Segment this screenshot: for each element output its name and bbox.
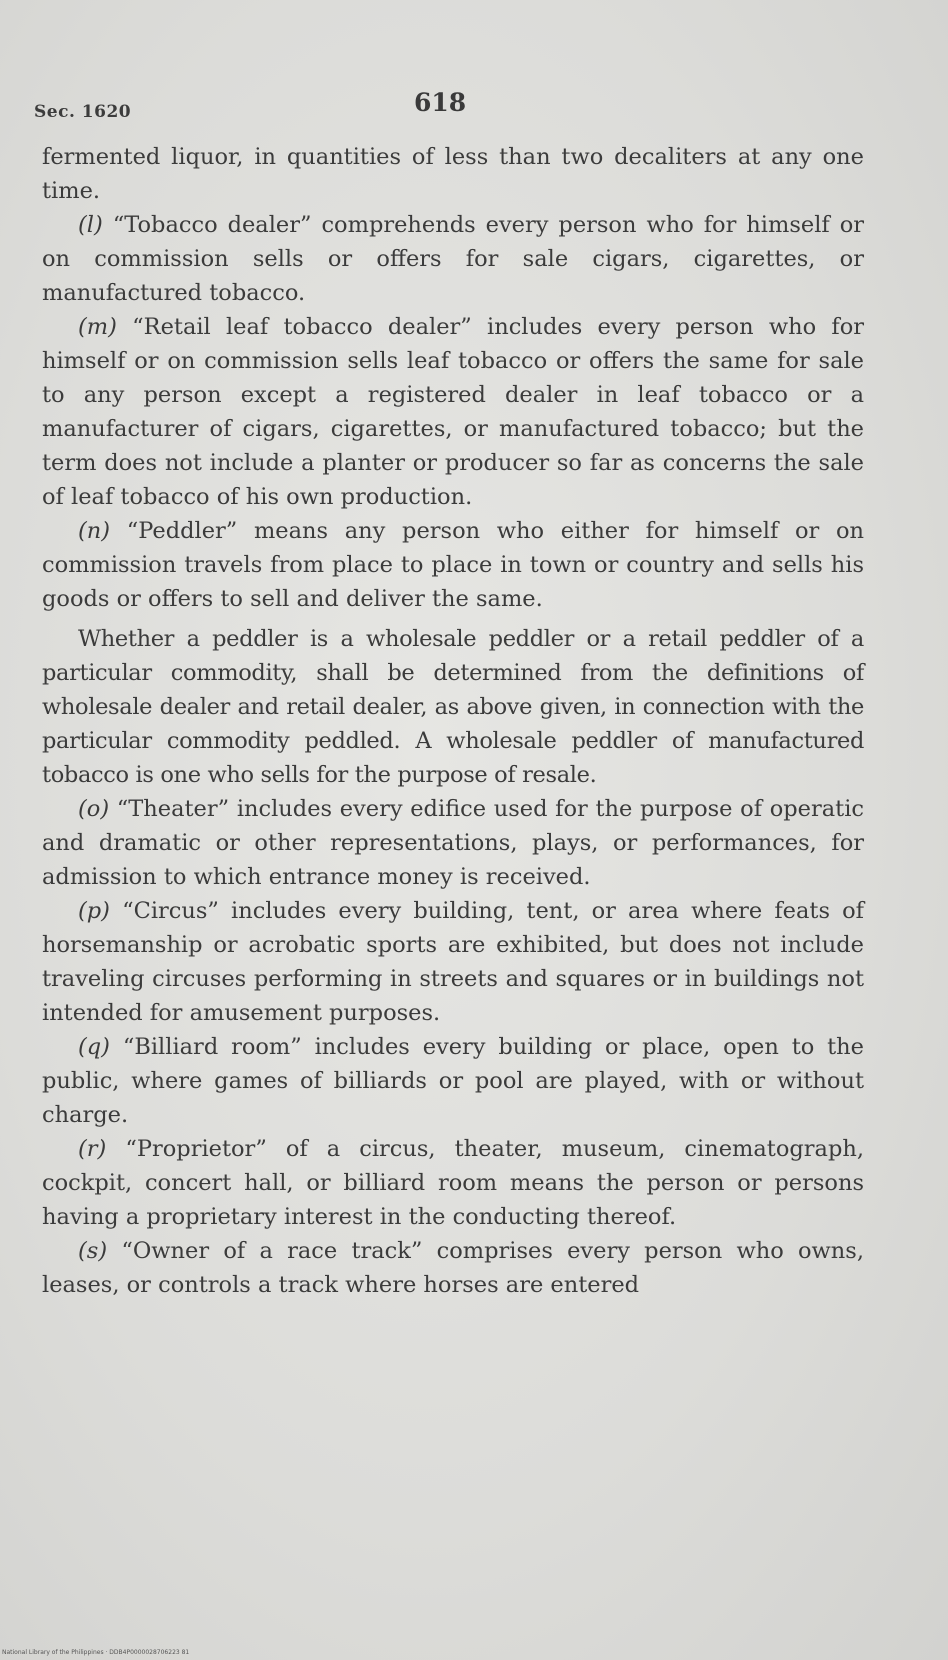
clause-mark: (l) <box>78 212 103 238</box>
clause-mark: (n) <box>78 518 111 544</box>
clause-mark: (s) <box>78 1238 108 1264</box>
paragraph-continuation <box>42 140 864 208</box>
paragraph-text: fermented liquor, in quantities of less than two decaliters at any one time. <box>42 144 864 204</box>
paragraph-text: “Circus” includes every building, tent, or area where feats of horsemanship or acrobatic sports are exhibited, but does not include traveling circuses performing in streets and squares or in buildings not intended for amusement purposes. <box>42 898 864 1026</box>
paragraph-text: “Owner of a race track” comprises every person who owns, leases, or controls a track where horses are entered <box>42 1238 864 1298</box>
paragraph-text: Whether a peddler is a wholesale peddler or a retail peddler of a particular commodity, shall be determined from the definitions of wholesale dealer and retail dealer, as above given, in connection with the particular commodity peddled. A wholesale peddler of manufactured tobacco is one who sells for the purpose of resale. <box>42 626 864 788</box>
paragraph-circus <box>42 894 864 1030</box>
paragraph-wholesale-retail-peddler <box>42 622 864 792</box>
paragraph-proprietor <box>42 1132 864 1234</box>
paragraph-billiard-room <box>42 1030 864 1132</box>
paragraph-theater <box>42 792 864 894</box>
body-text <box>42 140 864 1580</box>
paragraph-owner-of-race-track <box>42 1234 864 1302</box>
library-stamp: National Library of the Philippines · DDB4P0000028706223 81 <box>2 1649 190 1656</box>
page-number: 618 <box>414 88 467 117</box>
paragraph-text: “Tobacco dealer” comprehends every person who for himself or on commission sells or offers for sale cigars, cigarettes, or manufactured tobacco. <box>42 212 864 306</box>
paragraph-text: “Retail leaf tobacco dealer” includes every person who for himself or on commission sells leaf tobacco or offers the same for sale to any person except a registered dealer in leaf tobacco or a manufacturer of cigars, cigarettes, or manufactured tobacco; but the term does not include a planter or producer so far as concerns the sale of leaf tobacco of his own production. <box>42 314 864 510</box>
paragraph-text: “Theater” includes every edifice used for the purpose of operatic and dramatic or other representations, plays, or performances, for admission to which entrance money is received. <box>42 796 864 890</box>
paragraph-retail-leaf-tobacco-dealer <box>42 310 864 514</box>
paragraph-peddler <box>42 514 864 616</box>
paragraph-tobacco-dealer <box>42 208 864 310</box>
section-label: Sec. 1620 <box>34 102 132 122</box>
page-header <box>34 88 894 128</box>
clause-mark: (p) <box>78 898 110 924</box>
clause-mark: (o) <box>78 796 110 822</box>
clause-mark: (m) <box>78 314 117 340</box>
clause-mark: (r) <box>78 1136 107 1162</box>
paragraph-text: “Peddler” means any person who either for himself or on commission travels from place to place in town or country and sells his goods or offers to sell and deliver the same. <box>42 518 864 612</box>
clause-mark: (q) <box>78 1034 110 1060</box>
paragraph-text: “Proprietor” of a circus, theater, museum, cinematograph, cockpit, concert hall, or billiard room means the person or persons having a proprietary interest in the conducting thereof. <box>42 1136 864 1230</box>
paragraph-text: “Billiard room” includes every building or place, open to the public, where games of billiards or pool are played, with or without charge. <box>42 1034 864 1128</box>
